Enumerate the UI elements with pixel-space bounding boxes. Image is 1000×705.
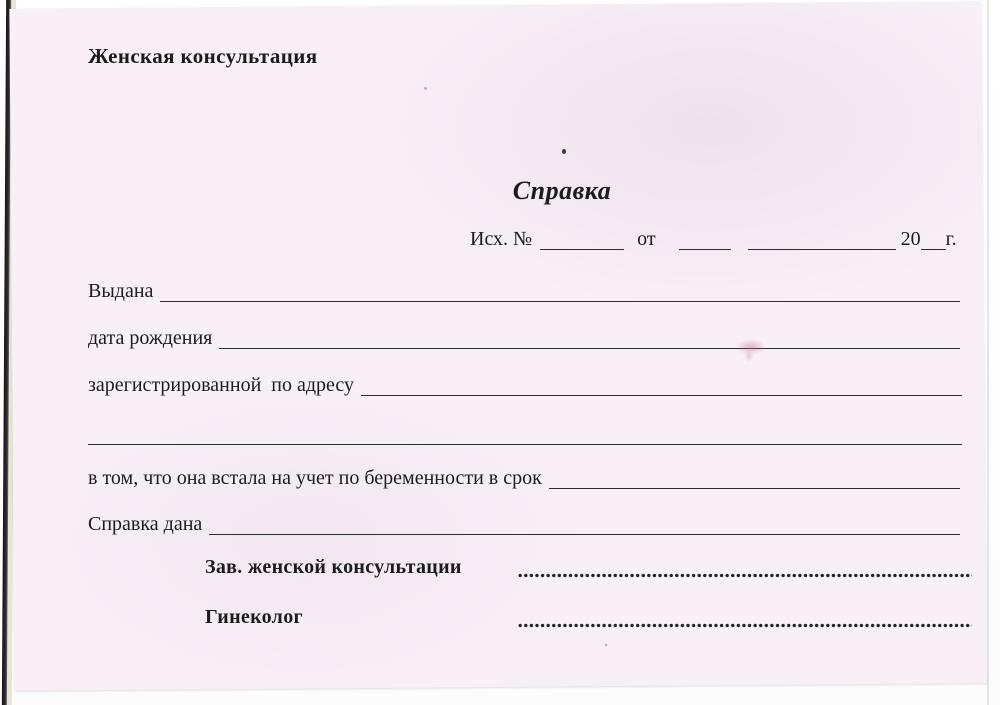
gynecologist-signature-dotted-line <box>518 623 972 628</box>
certificate-given-label: Справка дана <box>88 513 203 535</box>
registered-address-blank <box>361 379 962 396</box>
head-signature-dotted-line <box>518 573 972 578</box>
clinic-name-header: Женская консультация <box>88 44 318 68</box>
stray-ink-dot <box>562 149 566 154</box>
pregnancy-statement-row <box>88 468 960 489</box>
head-of-clinic-title: Зав. женской консультации <box>205 556 462 578</box>
gynecologist-title: Гинеколог <box>205 606 303 628</box>
date-day-blank <box>679 233 731 250</box>
birth-date-blank <box>219 332 960 349</box>
reference-number-row <box>470 229 963 250</box>
outgoing-number-label: Исх. № <box>470 228 533 250</box>
year-suffix-label: г. <box>945 228 957 250</box>
birth-date-label: дата рождения <box>88 327 213 349</box>
pregnancy-statement-label: в том, что она встала на учет по беременности в срок <box>88 467 542 489</box>
address-continuation-blank <box>88 428 962 445</box>
date-month-blank <box>748 233 896 250</box>
stray-pen-tick: ` <box>601 640 609 657</box>
certificate-given-blank <box>209 518 960 535</box>
outgoing-number-blank <box>540 233 624 250</box>
issued-to-row <box>88 281 960 302</box>
head-signature-row <box>205 556 972 579</box>
date-from-label: от <box>637 228 656 250</box>
pink-scan-smudge-tail <box>744 350 754 362</box>
registered-address-label: зарегистрированной по адресу <box>88 374 355 396</box>
pregnancy-term-blank <box>549 472 960 489</box>
scan-speck <box>424 87 427 90</box>
certificate-given-row <box>88 514 960 535</box>
year-blank <box>921 233 946 250</box>
issued-to-blank <box>160 285 960 302</box>
gynecologist-signature-row <box>205 606 972 629</box>
document-title: Справка <box>512 176 612 205</box>
issued-to-label: Выдана <box>88 280 154 302</box>
year-prefix-label: 20 <box>900 228 921 250</box>
birth-date-row <box>88 328 960 349</box>
registered-address-row <box>88 375 962 396</box>
